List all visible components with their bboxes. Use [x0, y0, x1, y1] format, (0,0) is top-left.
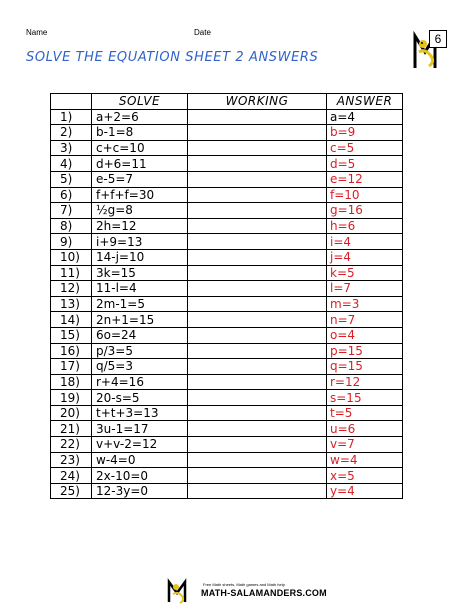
- header-answer: ANSWER: [327, 94, 403, 110]
- row-number: 16): [51, 343, 92, 359]
- answer: y=4: [327, 483, 403, 499]
- answer: n=7: [327, 312, 403, 328]
- equation: t+t+3=13: [92, 405, 188, 421]
- equation: 2x-10=0: [92, 468, 188, 484]
- table-row: [51, 452, 403, 468]
- answer: d=5: [327, 156, 403, 172]
- answer: x=5: [327, 468, 403, 484]
- row-number: 10): [51, 249, 92, 265]
- row-number: 13): [51, 296, 92, 312]
- working-cell: [188, 218, 327, 234]
- table-row: [51, 327, 403, 343]
- working-cell: [188, 265, 327, 281]
- working-cell: [188, 421, 327, 437]
- answer: w=4: [327, 452, 403, 468]
- working-cell: [188, 109, 327, 125]
- working-cell: [188, 483, 327, 499]
- row-number: 24): [51, 468, 92, 484]
- working-cell: [188, 343, 327, 359]
- header-working: WORKING: [188, 94, 327, 110]
- answer: e=12: [327, 171, 403, 187]
- working-cell: [188, 140, 327, 156]
- working-cell: [188, 125, 327, 141]
- answer: k=5: [327, 265, 403, 281]
- header-solve: SOLVE: [92, 94, 188, 110]
- working-cell: [188, 234, 327, 250]
- equation: r+4=16: [92, 374, 188, 390]
- row-number: 12): [51, 281, 92, 297]
- equation: 20-s=5: [92, 390, 188, 406]
- table-row: [51, 125, 403, 141]
- equation: w-4=0: [92, 452, 188, 468]
- equation: q/5=3: [92, 359, 188, 375]
- table-row: [51, 312, 403, 328]
- answer: r=12: [327, 374, 403, 390]
- working-cell: [188, 296, 327, 312]
- working-cell: [188, 359, 327, 375]
- table-row: [51, 483, 403, 499]
- row-number: 18): [51, 374, 92, 390]
- equation: ½g=8: [92, 203, 188, 219]
- row-number: 1): [51, 109, 92, 125]
- table-row: [51, 468, 403, 484]
- row-number: 22): [51, 437, 92, 453]
- working-cell: [188, 327, 327, 343]
- row-number: 25): [51, 483, 92, 499]
- footer-logo: [167, 578, 327, 606]
- row-number: 14): [51, 312, 92, 328]
- row-number: 2): [51, 125, 92, 141]
- answer: p=15: [327, 343, 403, 359]
- footer-tagline: Free Math sheets, Math games and Math help: [203, 582, 285, 587]
- table-row: [51, 249, 403, 265]
- answer: c=5: [327, 140, 403, 156]
- row-number: 17): [51, 359, 92, 375]
- table-row: [51, 156, 403, 172]
- working-cell: [188, 405, 327, 421]
- answer: v=7: [327, 437, 403, 453]
- row-number: 5): [51, 171, 92, 187]
- row-number: 21): [51, 421, 92, 437]
- equation: 12-3y=0: [92, 483, 188, 499]
- equation: e-5=7: [92, 171, 188, 187]
- answer: s=15: [327, 390, 403, 406]
- answer: g=16: [327, 203, 403, 219]
- working-cell: [188, 249, 327, 265]
- footer-site: MATH-SALAMANDERS.COM: [201, 588, 327, 598]
- answer: l=7: [327, 281, 403, 297]
- grade-number: 6: [429, 30, 447, 48]
- equation: b-1=8: [92, 125, 188, 141]
- equation: i+9=13: [92, 234, 188, 250]
- table-row: [51, 140, 403, 156]
- table-row: [51, 203, 403, 219]
- equation: a+2=6: [92, 109, 188, 125]
- equations-table: [50, 93, 403, 499]
- table-row: [51, 374, 403, 390]
- equation: 6o=24: [92, 327, 188, 343]
- row-number: 3): [51, 140, 92, 156]
- row-number: 6): [51, 187, 92, 203]
- equation: v+v-2=12: [92, 437, 188, 453]
- working-cell: [188, 187, 327, 203]
- header-number: [51, 94, 92, 110]
- answer: j=4: [327, 249, 403, 265]
- equation: 11-l=4: [92, 281, 188, 297]
- answer: m=3: [327, 296, 403, 312]
- working-cell: [188, 156, 327, 172]
- working-cell: [188, 312, 327, 328]
- sheet-title: SOLVE THE EQUATION SHEET 2 ANSWERS: [26, 50, 319, 65]
- equation: 14-j=10: [92, 249, 188, 265]
- answer: b=9: [327, 125, 403, 141]
- working-cell: [188, 437, 327, 453]
- table-row: [51, 390, 403, 406]
- table-row: [51, 109, 403, 125]
- salamander-footer-icon: [167, 578, 199, 604]
- table-row: [51, 234, 403, 250]
- equation: p/3=5: [92, 343, 188, 359]
- working-cell: [188, 390, 327, 406]
- row-number: 15): [51, 327, 92, 343]
- working-cell: [188, 452, 327, 468]
- working-cell: [188, 203, 327, 219]
- equation: 2n+1=15: [92, 312, 188, 328]
- answer: o=4: [327, 327, 403, 343]
- equation: 2m-1=5: [92, 296, 188, 312]
- table-header-row: [51, 94, 403, 110]
- table-row: [51, 405, 403, 421]
- table-row: [51, 171, 403, 187]
- date-label: Date: [194, 28, 211, 37]
- table-row: [51, 437, 403, 453]
- answer: u=6: [327, 421, 403, 437]
- table-row: [51, 421, 403, 437]
- table-row: [51, 359, 403, 375]
- table-row: [51, 218, 403, 234]
- name-label: Name: [26, 28, 48, 37]
- row-number: 4): [51, 156, 92, 172]
- answer: i=4: [327, 234, 403, 250]
- grade-logo: [411, 30, 451, 70]
- table-row: [51, 187, 403, 203]
- row-number: 7): [51, 203, 92, 219]
- table-row: [51, 296, 403, 312]
- working-cell: [188, 468, 327, 484]
- row-number: 20): [51, 405, 92, 421]
- row-number: 9): [51, 234, 92, 250]
- table-row: [51, 281, 403, 297]
- table-row: [51, 343, 403, 359]
- answer: f=10: [327, 187, 403, 203]
- answer: t=5: [327, 405, 403, 421]
- equation: c+c=10: [92, 140, 188, 156]
- working-cell: [188, 281, 327, 297]
- equation: 2h=12: [92, 218, 188, 234]
- answer: a=4: [327, 109, 403, 125]
- working-cell: [188, 171, 327, 187]
- row-number: 23): [51, 452, 92, 468]
- equation: 3u-1=17: [92, 421, 188, 437]
- equation: d+6=11: [92, 156, 188, 172]
- equation: 3k=15: [92, 265, 188, 281]
- table-row: [51, 265, 403, 281]
- row-number: 8): [51, 218, 92, 234]
- equation: f+f+f=30: [92, 187, 188, 203]
- working-cell: [188, 374, 327, 390]
- row-number: 19): [51, 390, 92, 406]
- answer: q=15: [327, 359, 403, 375]
- row-number: 11): [51, 265, 92, 281]
- answer: h=6: [327, 218, 403, 234]
